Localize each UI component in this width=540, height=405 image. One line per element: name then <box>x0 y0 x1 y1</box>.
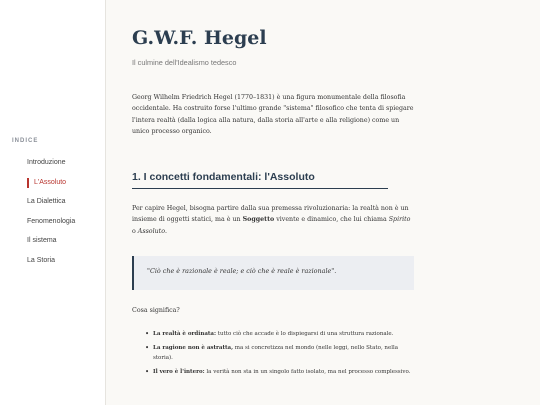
toc-item-fenomenologia[interactable]: Fenomenologia <box>27 217 76 225</box>
bullet-list <box>145 329 415 380</box>
sidebar <box>0 0 106 405</box>
page-subtitle: Il culmine dell'Idealismo tedesco <box>132 58 237 67</box>
section-paragraph <box>132 203 414 237</box>
toc-list <box>27 153 75 270</box>
list-item <box>145 367 415 378</box>
toc-title: INDICE <box>12 138 39 144</box>
para-text: vivente e dinamico, che lui chiama <box>274 216 389 224</box>
list-item <box>145 329 415 340</box>
blockquote <box>132 256 414 290</box>
para-text: . <box>165 227 168 235</box>
page-title: G.W.F. Hegel <box>132 27 267 49</box>
quote-text: "Ciò che è razionale è reale; e ciò che è reale è razionale". <box>147 267 337 275</box>
toc-item-introduzione[interactable]: Introduzione <box>27 159 66 166</box>
para-bold-soggetto: Soggetto <box>242 216 275 224</box>
toc-item-dialettica[interactable]: La Dialettica <box>27 198 66 205</box>
toc-item-sistema[interactable]: Il sistema <box>27 237 57 244</box>
para-em-spirito: Spirito <box>388 216 411 224</box>
bullet-text: ma si concretizza nel mondo (nelle leggi, nello Stato, nella storia). <box>153 344 399 361</box>
section-heading-assoluto: 1. I concetti fondamentali: l'Assoluto <box>132 171 388 189</box>
toc-item-assoluto[interactable]: L'Assoluto <box>27 173 75 193</box>
bullet-bold: Il vero è l'intero: <box>153 368 205 375</box>
bullet-bold: La realtà è ordinata: <box>153 331 217 337</box>
para-em-assoluto: Assoluto <box>137 227 165 235</box>
para-text: o <box>132 227 138 235</box>
para-text: Per capire Hegel, bisogna partire dalla sua premessa rivoluzionaria: la realtà non è un insieme di oggetti statici, ma è un <box>132 205 409 224</box>
intro-paragraph: Georg Wilhelm Friedrich Hegel (1770–1831) è una figura monumentale della filosofia occidentale. Ha costruito forse l'ultimo grande "sistema" filosofico che tenta di spiegare l'intera realtà (dalla logica alla natura, dalla storia all'arte e alla religione) come un unico processo organico. <box>132 94 414 135</box>
toc-item-storia[interactable]: La Storia <box>27 256 56 264</box>
question-text: Cosa significa? <box>132 307 180 314</box>
list-item <box>145 343 415 364</box>
bullet-bold: La ragione non è astratta, <box>153 344 234 351</box>
bullet-text: tutto ciò che accade è lo dispiegarsi di una struttura razionale. <box>216 331 394 337</box>
bullet-text: la verità non sta in un singolo fatto isolato, ma nel processo complessivo. <box>204 368 411 375</box>
